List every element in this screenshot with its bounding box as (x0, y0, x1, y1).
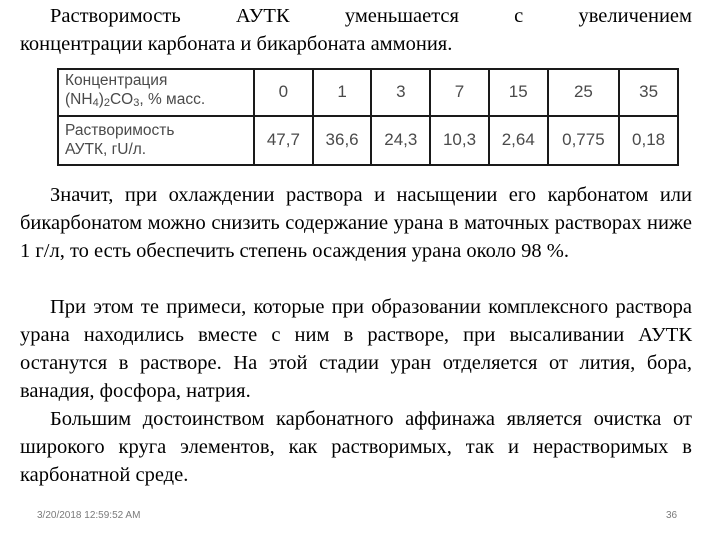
paragraph-advantage: Большим достоинством карбонатного аффинажа является очистка от широкого круга элементов, как растворимых, так и нерастворимых в карбонатной среде. (20, 408, 692, 486)
table-cell: 2,64 (489, 116, 548, 165)
paragraph-impurities: При этом те примеси, которые при образовании комплексного раствора урана находились вместе с ним в растворе, при высаливании АУТК останутся в растворе. На этой стадии уран отделяется от лития, бора, ванадия, фосфора, натрия. (20, 296, 692, 402)
concentration-header-line1: Концентрация (65, 72, 168, 90)
table-cell: 25 (548, 69, 620, 116)
table-row-concentration (58, 69, 678, 116)
formula-part-b: ) (98, 91, 104, 109)
table-cell: 15 (489, 69, 548, 116)
table-cell: 47,7 (254, 116, 313, 165)
formula-sub-3: 3 (133, 97, 140, 110)
table-cell: 0 (254, 69, 313, 116)
table-cell: 35 (619, 69, 678, 116)
table-row-solubility (58, 116, 678, 165)
table-cell: 0,18 (619, 116, 678, 165)
table-cell: 36,6 (313, 116, 372, 165)
solubility-header-line1: Растворимость (65, 122, 175, 140)
table-cell: 10,3 (430, 116, 489, 165)
concentration-header-cell (58, 69, 254, 116)
formula-part-c: CO (109, 91, 134, 109)
solubility-header-line2: АУТК, гU/л. (65, 141, 147, 159)
table-cell: 7 (430, 69, 489, 116)
intro-line-1: Растворимость АУТК уменьшается с увеличением (50, 5, 692, 27)
formula-sub-1: 4 (92, 97, 99, 110)
table-cell: 0,775 (548, 116, 620, 165)
intro-line-2: концентрации карбоната и бикарбоната аммония. (20, 33, 453, 55)
table-cell: 3 (371, 69, 430, 116)
paragraph-cooling: Значит, при охлаждении раствора и насыщении его карбонатом или бикарбонатом можно снизить содержание урана в маточных растворах ниже 1 г/л, то есть обеспечить степень осаждения урана около 98 %. (20, 184, 692, 262)
solubility-table (57, 68, 679, 166)
formula-part-d: , % масс. (139, 91, 206, 109)
solubility-header-cell (58, 116, 254, 165)
table-cell: 1 (313, 69, 372, 116)
footer-date: 3/20/2018 12:59:52 AM (37, 510, 141, 521)
intro-text (20, 2, 692, 58)
page-number: 36 (666, 510, 678, 521)
formula-part-a: (NH (65, 91, 93, 109)
table-cell: 24,3 (371, 116, 430, 165)
formula-sub-2: 2 (103, 97, 110, 110)
